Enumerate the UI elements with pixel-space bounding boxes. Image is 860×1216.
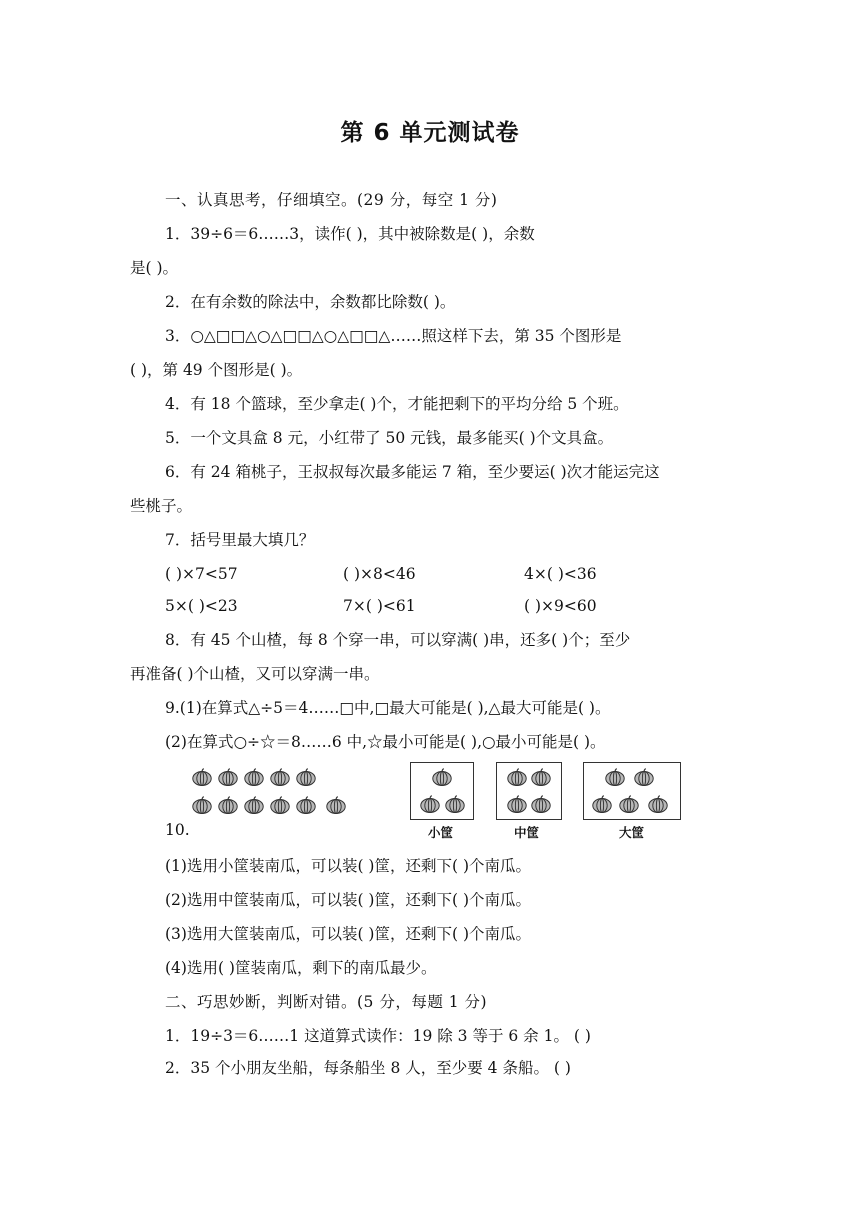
pumpkin-icon — [326, 796, 346, 814]
pumpkin-icon — [192, 768, 212, 786]
section1-heading: 一、认真思考，仔细填空。(29 分，每空 1 分) — [165, 191, 498, 209]
question-6-line1: 6．有 24 箱桃子，王叔叔每次最多能运 7 箱，至少要运( )次才能运完这 — [165, 463, 660, 481]
pumpkin-icon — [218, 768, 238, 786]
pumpkin-icon — [507, 795, 527, 813]
pumpkin-icon — [605, 768, 625, 786]
question-7-item: 5×( )<23 — [165, 597, 238, 615]
pumpkin-icon — [648, 795, 668, 813]
pumpkin-icon — [619, 795, 639, 813]
pumpkin-icon — [634, 768, 654, 786]
question-10-number: 10. — [165, 821, 190, 839]
question-7-stem: 7．括号里最大填几？ — [165, 531, 315, 549]
small-basket-label: 小筐 — [428, 825, 454, 840]
pumpkin-icon — [592, 795, 612, 813]
judge-question-1: 1．19÷3＝6……1 这道算式读作：19 除 3 等于 6 余 1。 ( ) — [165, 1027, 591, 1045]
pumpkin-icon — [531, 795, 551, 813]
question-3-line2: ( )，第 49 个图形是( )。 — [130, 361, 303, 379]
question-10-part: (2)选用中筐装南瓜，可以装( )筐，还剩下( )个南瓜。 — [165, 891, 531, 909]
question-8-line2: 再准备( )个山楂，又可以穿满一串。 — [130, 665, 380, 683]
pumpkin-icon — [296, 796, 316, 814]
pumpkin-icon — [218, 796, 238, 814]
pumpkin-icon — [420, 795, 440, 813]
question-3-line1: 3．○△□□△○△□□△○△□□△……照这样下去，第 35 个图形是 — [165, 327, 622, 345]
question-10-part: (1)选用小筐装南瓜，可以装( )筐，还剩下( )个南瓜。 — [165, 857, 531, 875]
pumpkin-icon — [507, 768, 527, 786]
pumpkin-icon — [192, 796, 212, 814]
pumpkin-icon — [270, 796, 290, 814]
question-7-item: ( )×7<57 — [165, 565, 238, 583]
pumpkin-icon — [531, 768, 551, 786]
question-8-line1: 8．有 45 个山楂，每 8 个穿一串，可以穿满( )串，还多( )个；至少 — [165, 631, 631, 649]
question-5: 5．一个文具盒 8 元，小红带了 50 元钱，最多能买( )个文具盒。 — [165, 429, 614, 447]
question-4: 4．有 18 个篮球，至少拿走( )个，才能把剩下的平均分给 5 个班。 — [165, 395, 629, 413]
question-7-item: 7×( )<61 — [343, 597, 416, 615]
pumpkin-icon — [244, 768, 264, 786]
pumpkin-icon — [445, 795, 465, 813]
question-6-line2: 些桃子。 — [130, 497, 193, 515]
question-9-part2: (2)在算式○÷☆＝8……6 中,☆最小可能是( ),○最小可能是( )。 — [165, 733, 606, 751]
medium-basket — [496, 762, 562, 820]
question-1-line2: 是( )。 — [130, 259, 179, 277]
pumpkin-icon — [296, 768, 316, 786]
pumpkin-icon — [244, 796, 264, 814]
question-1-line1: 1．39÷6＝6……3，读作( )，其中被除数是( )，余数 — [165, 225, 535, 243]
pumpkin-icon — [432, 768, 452, 786]
judge-question-2: 2．35 个小朋友坐船，每条船坐 8 人，至少要 4 条船。 ( ) — [165, 1059, 571, 1077]
page-title: 第 6 单元测试卷 — [340, 120, 520, 146]
question-7-item: ( )×8<46 — [343, 565, 416, 583]
question-9-part1: 9.(1)在算式△÷5＝4……□中,□最大可能是( ),△最大可能是( )。 — [165, 699, 611, 717]
large-basket-label: 大筐 — [619, 825, 645, 840]
section2-heading: 二、巧思妙断，判断对错。(5 分，每题 1 分) — [165, 993, 488, 1011]
question-10-part: (4)选用( )筐装南瓜，剩下的南瓜最少。 — [165, 959, 437, 977]
question-10-part: (3)选用大筐装南瓜，可以装( )筐，还剩下( )个南瓜。 — [165, 925, 531, 943]
question-7-item: ( )×9<60 — [524, 597, 597, 615]
medium-basket-label: 中筐 — [514, 825, 540, 840]
pumpkin-icon — [270, 768, 290, 786]
question-2: 2．在有余数的除法中，余数都比除数( )。 — [165, 293, 456, 311]
question-7-item: 4×( )<36 — [524, 565, 597, 583]
